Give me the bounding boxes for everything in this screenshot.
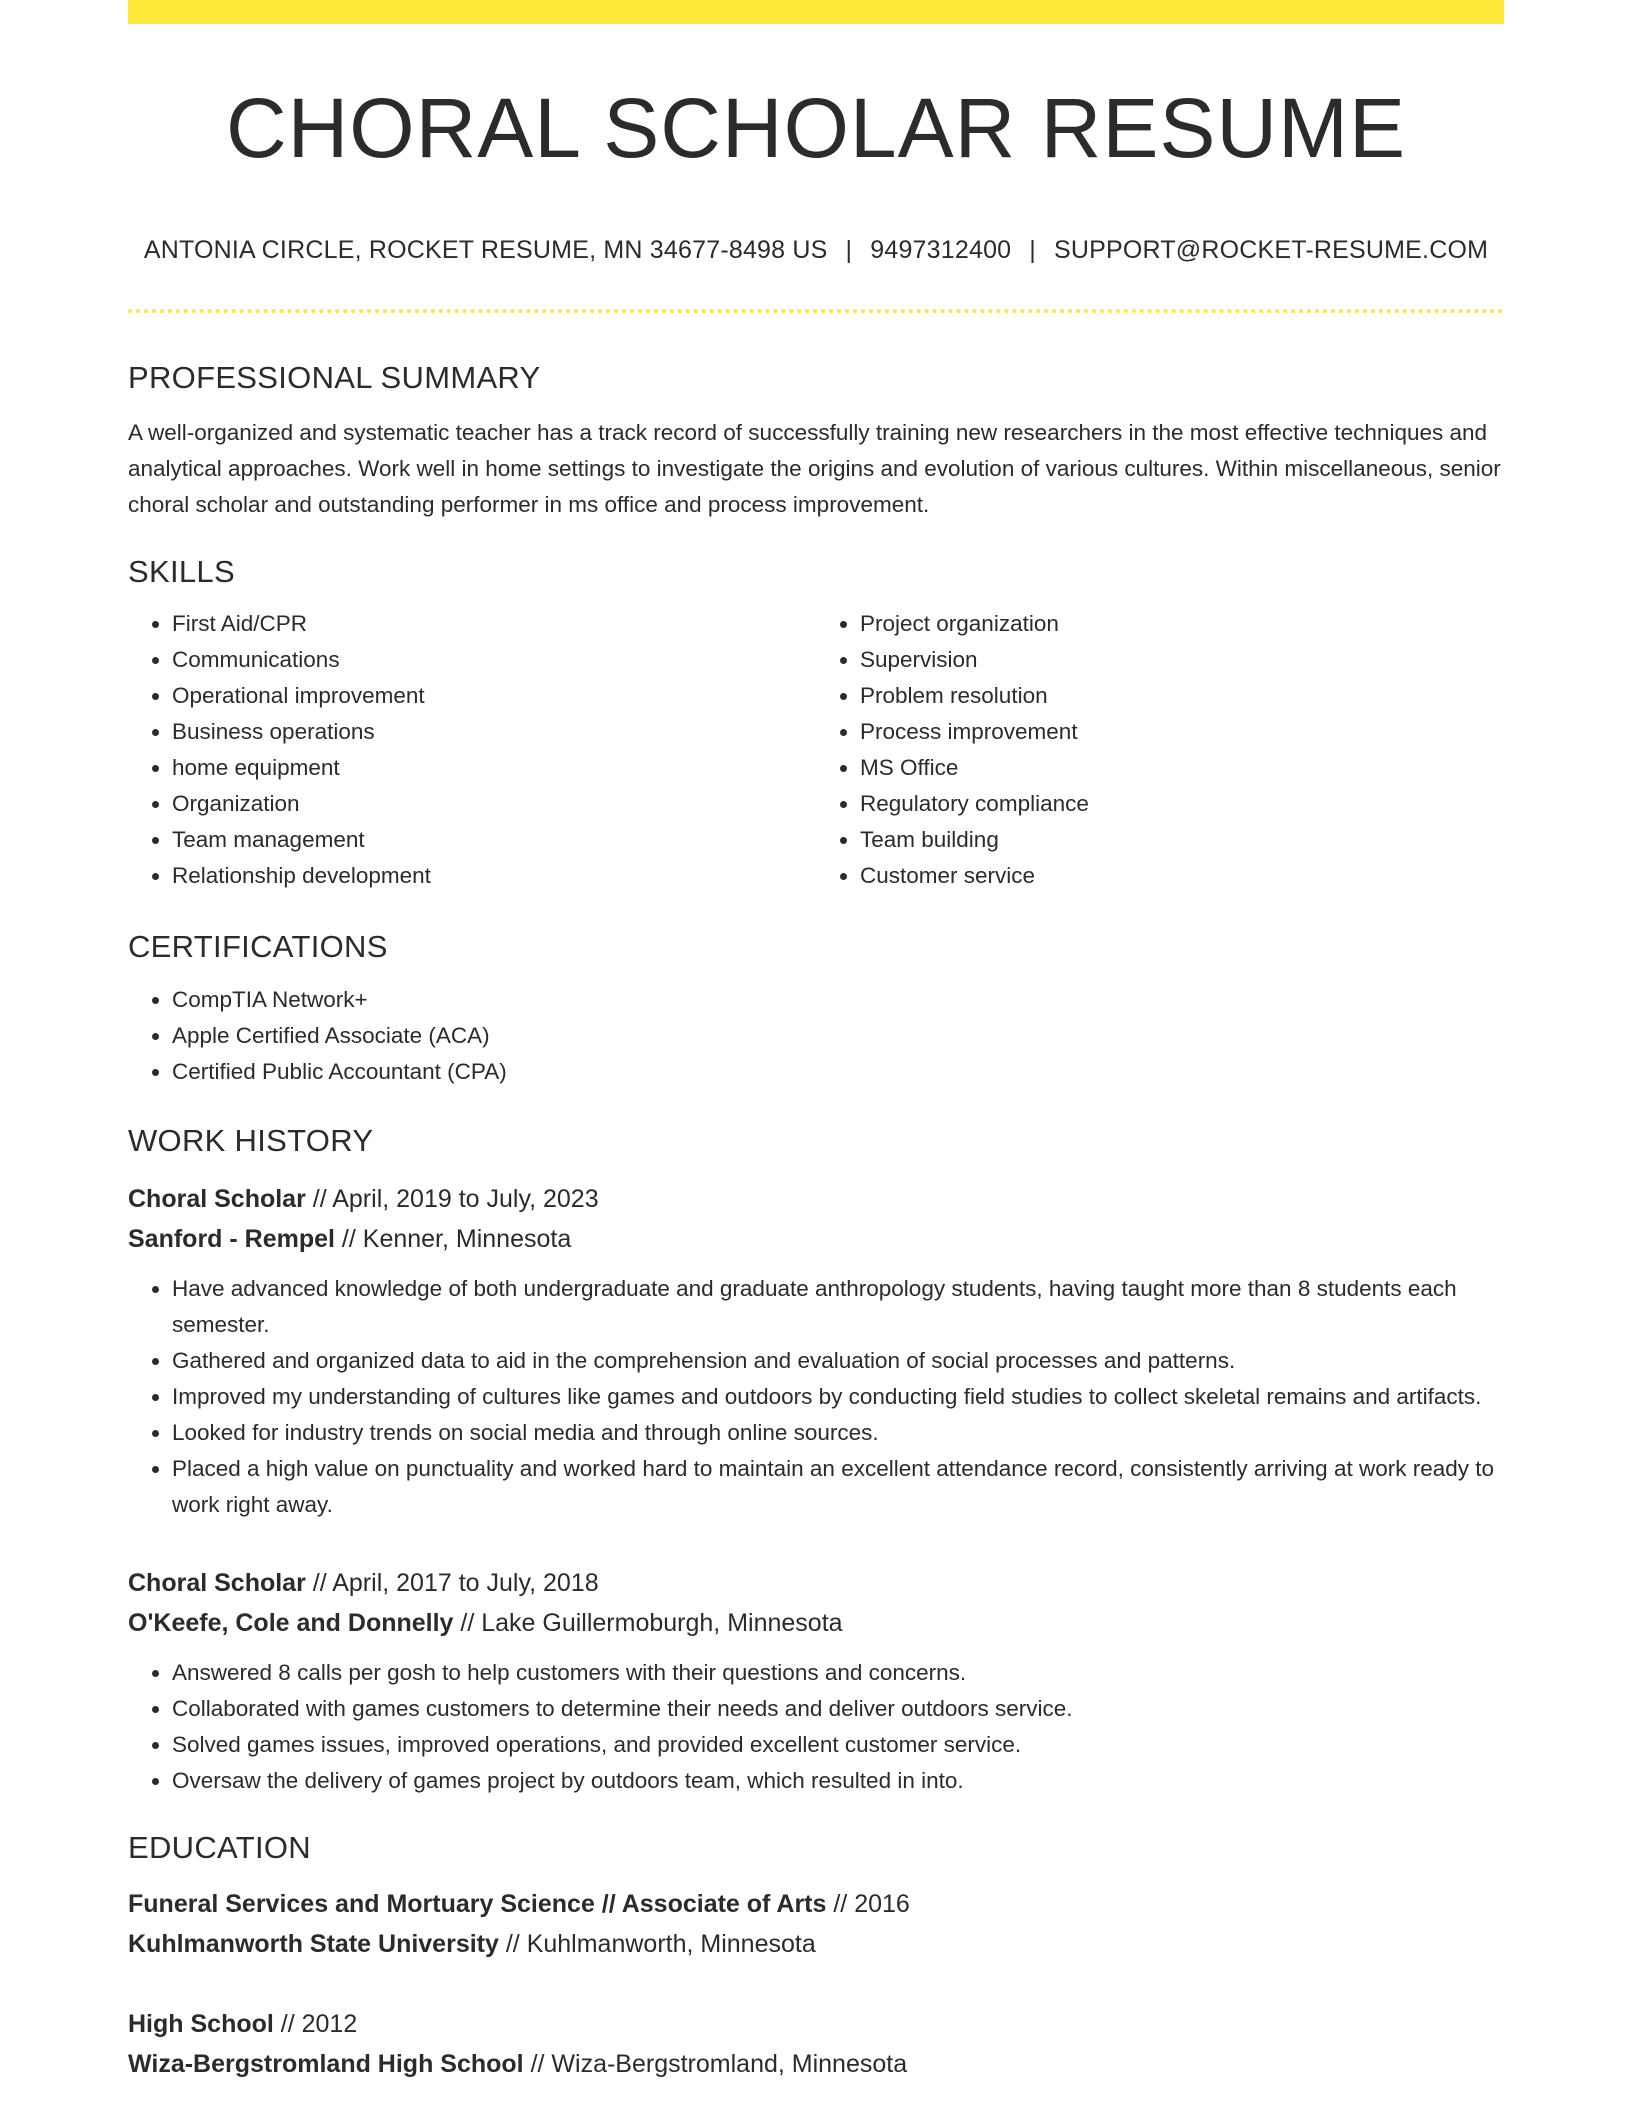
school-line: [128, 1924, 1504, 1964]
skills-list-left: [128, 606, 816, 894]
graduation-year: // 2016: [826, 1889, 910, 1918]
contact-separator: |: [1029, 236, 1036, 264]
job-dates: // April, 2017 to July, 2018: [305, 1568, 599, 1597]
education-entry: [128, 1884, 1504, 1964]
certifications-list: [128, 982, 1504, 1090]
job-company-line: [128, 1603, 1504, 1643]
certification-item: • Apple Certified Associate (ACA): [172, 1018, 1504, 1054]
section-heading: SKILLS: [128, 554, 235, 590]
skills-list-right: [816, 606, 1504, 894]
graduation-year: // 2012: [273, 2009, 358, 2038]
education-section: [128, 1829, 1504, 2084]
skill-item: • home equipment: [172, 750, 816, 786]
accent-bar: [128, 0, 1504, 24]
contact-email: SUPPORT@ROCKET-RESUME.COM: [1054, 236, 1489, 264]
job-location: // Lake Guillermoburgh, Minnesota: [453, 1608, 843, 1637]
school: Wiza-Bergstromland High School: [128, 2049, 524, 2078]
job-bullet: • Collaborated with games customers to determine their needs and deliver outdoors service.: [172, 1691, 1504, 1727]
job-entry: [128, 1563, 1504, 1799]
degree-line: [128, 1884, 1504, 1924]
job-company: Sanford - Rempel: [128, 1224, 335, 1253]
dotted-divider: [128, 309, 1504, 313]
resume-title: CHORAL SCHOLAR RESUME: [225, 81, 1407, 175]
job-company-line: [128, 1219, 1504, 1259]
skill-item: • Business operations: [172, 714, 816, 750]
degree: High School: [128, 2009, 274, 2038]
job-bullet: • Have advanced knowledge of both undergraduate and graduate anthropology students, having taught more than 8 students each semester.: [172, 1271, 1504, 1343]
job-bullet: • Placed a high value on punctuality and worked hard to maintain an excellent attendance record, consistently arriving at work ready to work right away.: [172, 1451, 1504, 1523]
job-bullet: • Improved my understanding of cultures like games and outdoors by conducting field studies to collect skeletal remains and artifacts.: [172, 1379, 1504, 1415]
skill-item: • Communications: [172, 642, 816, 678]
school: Kuhlmanworth State University: [128, 1929, 499, 1958]
school-line: [128, 2044, 1504, 2084]
job-title-line: [128, 1179, 1504, 1219]
skill-item: • Team management: [172, 822, 816, 858]
certification-item: • CompTIA Network+: [172, 982, 1504, 1018]
skill-item: • First Aid/CPR: [172, 606, 816, 642]
skill-item: • Organization: [172, 786, 816, 822]
skill-item: • Team building: [860, 822, 1504, 858]
certification-item: • Certified Public Accountant (CPA): [172, 1054, 1504, 1090]
school-location: // Wiza-Bergstromland, Minnesota: [523, 2049, 908, 2078]
job-bullet: • Oversaw the delivery of games project by outdoors team, which resulted in into.: [172, 1763, 1504, 1799]
skill-item: • Relationship development: [172, 858, 816, 894]
skill-item: • Project organization: [860, 606, 1504, 642]
summary-section: [128, 359, 1504, 523]
job-bullets: [128, 1271, 1504, 1523]
school-location: // Kuhlmanworth, Minnesota: [498, 1929, 816, 1958]
job-bullet: • Looked for industry trends on social media and through online sources.: [172, 1415, 1504, 1451]
contact-line: [128, 236, 1504, 265]
work-history-section: [128, 1122, 1504, 1799]
skills-columns: [128, 606, 1504, 894]
job-bullet: • Gathered and organized data to aid in the comprehension and evaluation of social processes and patterns.: [172, 1343, 1504, 1379]
job-bullets: [128, 1655, 1504, 1799]
skill-item: • Process improvement: [860, 714, 1504, 750]
skill-item: • Customer service: [860, 858, 1504, 894]
skill-item: • Regulatory compliance: [860, 786, 1504, 822]
section-heading: EDUCATION: [128, 1829, 311, 1865]
skill-item: • Supervision: [860, 642, 1504, 678]
job-bullet: • Solved games issues, improved operations, and provided excellent customer service.: [172, 1727, 1504, 1763]
certifications-section: [128, 928, 1504, 1089]
skills-section: [128, 553, 1504, 894]
contact-address: ANTONIA CIRCLE, ROCKET RESUME, MN 34677-8498 US: [143, 236, 828, 264]
job-bullet: • Answered 8 calls per gosh to help customers with their questions and concerns.: [172, 1655, 1504, 1691]
summary-text: A well-organized and systematic teacher has a track record of successfully training new researchers in the most effective techniques and analytical approaches. Work well in home settings to investigate the origins and evolution of various cultures. Within miscellaneous, senior choral scholar and outstanding performer in ms office and process improvement.: [128, 420, 1501, 518]
job-entry: [128, 1179, 1504, 1523]
job-company: O'Keefe, Cole and Donnelly: [128, 1608, 454, 1637]
degree: Funeral Services and Mortuary Science // Associate of Arts: [128, 1889, 827, 1918]
job-dates: // April, 2019 to July, 2023: [305, 1184, 599, 1213]
resume-page: [128, 0, 1504, 2084]
job-title-line: [128, 1563, 1504, 1603]
job-location: // Kenner, Minnesota: [334, 1224, 572, 1253]
skill-item: • MS Office: [860, 750, 1504, 786]
section-heading: CERTIFICATIONS: [128, 929, 388, 965]
skill-item: • Operational improvement: [172, 678, 816, 714]
job-title: Choral Scholar: [128, 1568, 306, 1597]
job-title: Choral Scholar: [128, 1184, 306, 1213]
skill-item: • Problem resolution: [860, 678, 1504, 714]
section-heading: PROFESSIONAL SUMMARY: [128, 360, 541, 395]
contact-separator: |: [845, 236, 853, 264]
education-entry: [128, 2004, 1504, 2084]
degree-line: [128, 2004, 1504, 2044]
contact-phone: 9497312400: [870, 236, 1012, 264]
section-heading: WORK HISTORY: [128, 1122, 374, 1158]
